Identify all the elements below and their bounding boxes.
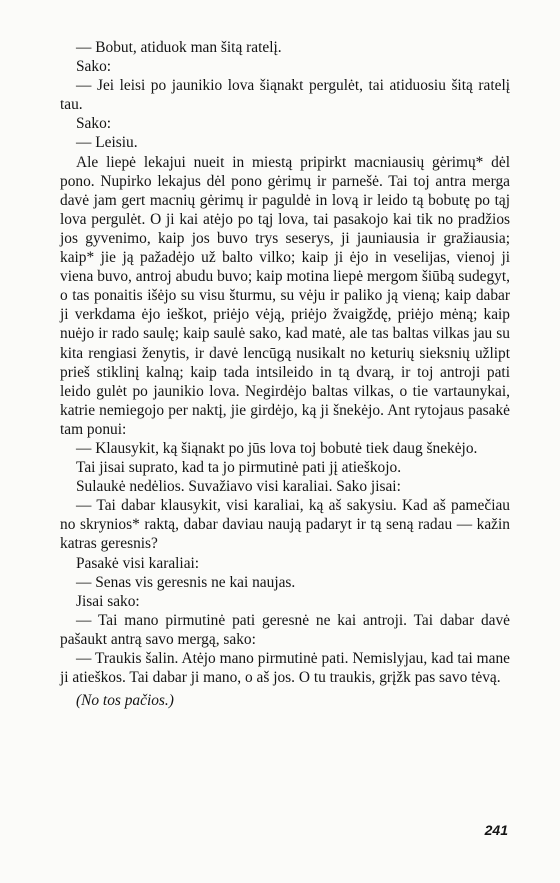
- narrative-paragraph: Pasakė visi karaliai:: [76, 554, 200, 572]
- dialogue-line: — Tai dabar klausykit, visi karaliai, ką aš sakysiu. Kad aš pamečiau no skrynios* raktą, dabar daviau naują padaryt ir tą seną radau — kažin katras geresnis?: [60, 497, 510, 553]
- dialogue-line: — Klausykit, ką šiąnakt po jūs lova toj bobutė tiek daug šnekėjo.: [76, 439, 478, 457]
- speech-tag: Sako:: [76, 115, 112, 133]
- dialogue-line: — Jei leisi po jaunikio lova šiąnakt pergulėt, tai atiduosiu šitą ratelį tau.: [60, 77, 510, 114]
- dialogue-line: — Bobut, atiduok man šitą ratelį.: [76, 39, 282, 56]
- dialogue-line: — Tai mano pirmutinė pati geresnė ne kai antroji. Tai dabar davė pašaukt antrą savo mergą, sako:: [60, 611, 510, 648]
- dialogue-line: — Leisiu.: [76, 134, 138, 152]
- source-note: (No tos pačios.): [76, 692, 174, 710]
- dialogue-line: — Traukis šalin. Atėjo mano pirmutinė pati. Nemislyjau, kad tai mane ji atieškos. Tai dabar ji mano, o aš jos. O tu traukis, grįžk pas savo tėvą.: [60, 650, 510, 687]
- page-number: 241: [484, 822, 508, 838]
- speech-tag: Jisai sako:: [76, 592, 140, 610]
- page-text-column: [60, 38, 510, 710]
- speech-tag: Sako:: [76, 58, 112, 76]
- narrative-paragraph: Ale liepė lekajui nueit in miestą pripirkt macniausių gėrimų* dėl pono. Nupirko lekajus dėl pono gėrimų ir parnešė. Tai toj antra merga davė jam gert macnių gėrimų ir paguldė in lovą ir leido tą bobutę po tąj lova pergulėt. O ji kai atėjo po tąj lova, tai pasakojo kai tik no pradžios jos gyvenimo, kaip jos buvo trys seserys, ji jauniausia ir gražiausia; kaip* jie ją pažadėjo už balto vilko; kaip ji ėjo in veselijas, vienoj ji viena buvo, antroj abudu buvo; kaip motina liepė mergom šiūbą sudegyt, o tas ponaitis išėjo su visu šturmu, su vėju ir paliko ją vieną; kaip dabar ji verkdama ėjo ieškot, priėjo vėją, priėjo žvaigždę, priėjo mėną; kaip nuėjo ir rado saulę; kaip saulė sako, kad matė, ale tas baltas vilkas jau su kita rengiasi ženytis, ir davė lencūgą nusikalt no keturių sieksnių užlipt prieš stiklinį kalną; kaip tada intsileido in tą dvarą, ir toj antroji pati leido gulėt po jaunikio lova. Negirdėjo baltas vilkas, o tie vartaunykai, katrie nemiegojo per naktį, jie girdėjo, ką ji šnekėjo. Ant rytojaus pasakė tam ponui:: [60, 153, 510, 438]
- narrative-paragraph: Tai jisai suprato, kad ta jo pirmutinė pati jį atieškojo.: [76, 459, 402, 477]
- dialogue-line: — Senas vis geresnis ne kai naujas.: [76, 573, 296, 591]
- narrative-paragraph: Sulaukė nedėlios. Suvažiavo visi karaliai. Sako jisai:: [76, 478, 401, 496]
